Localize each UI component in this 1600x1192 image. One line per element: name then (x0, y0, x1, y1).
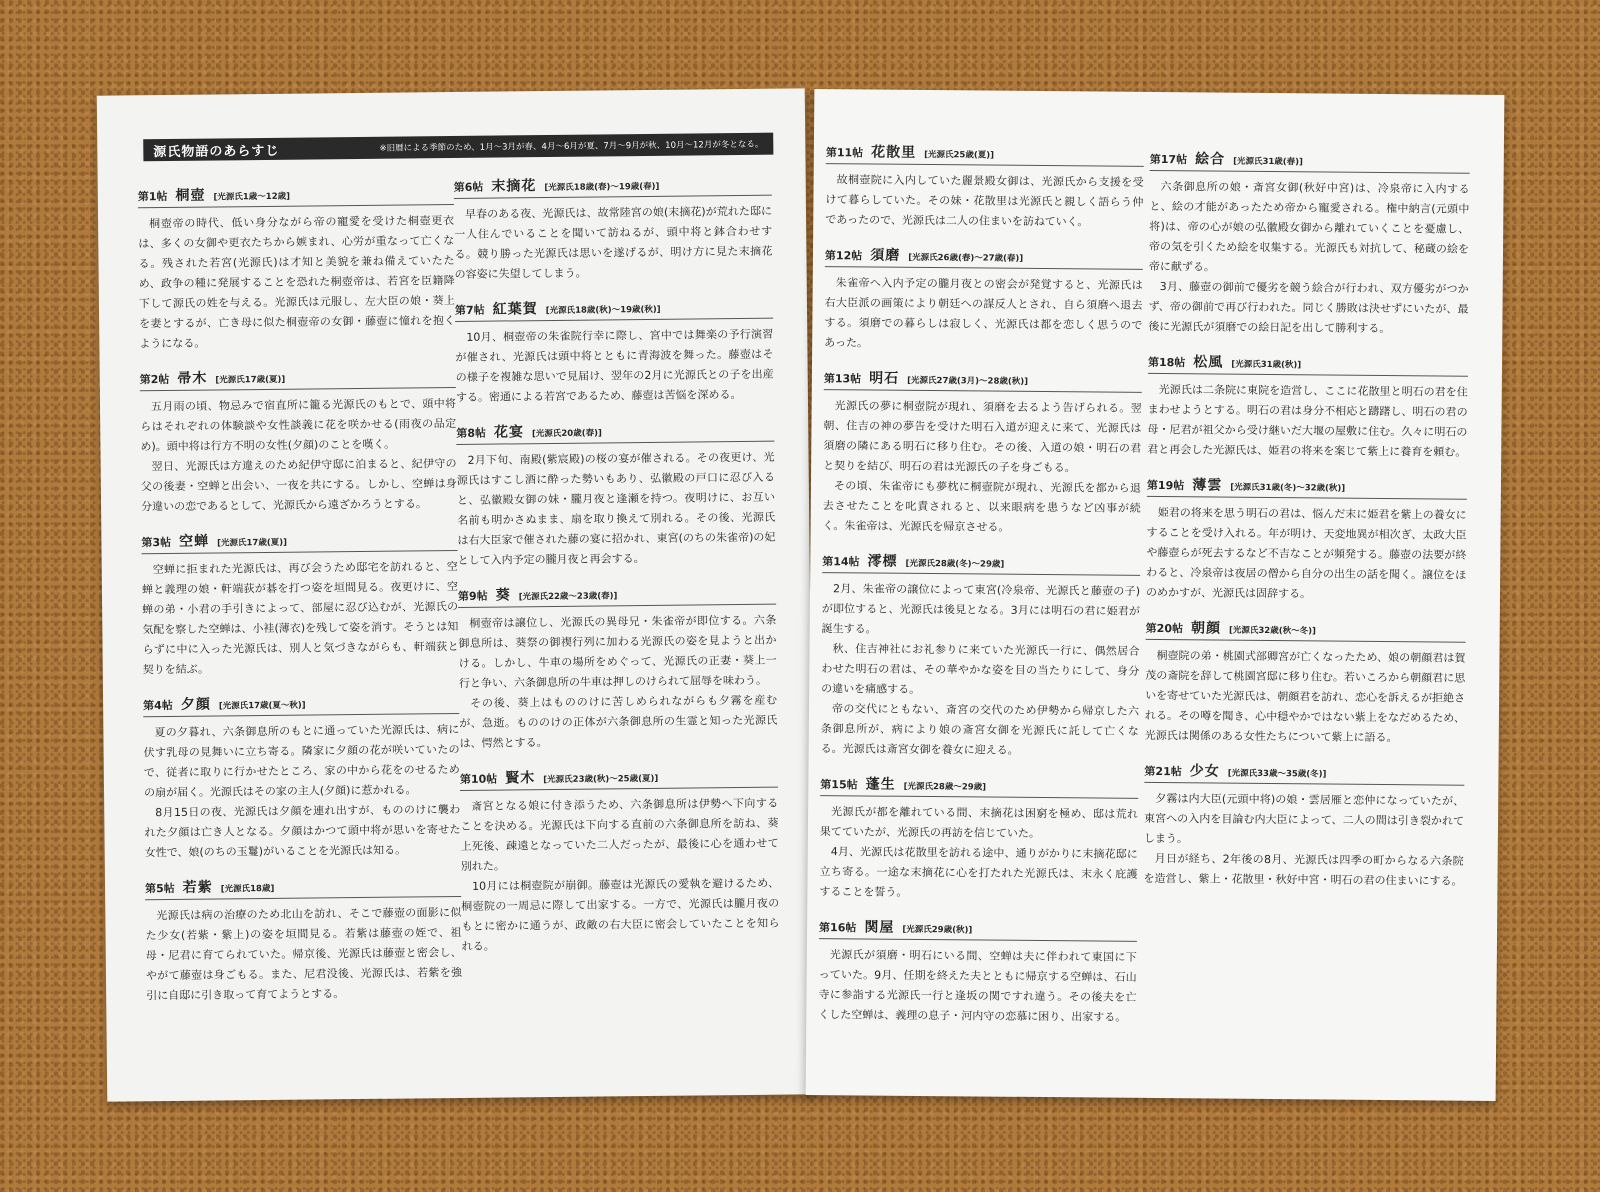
chapter-summary-paragraph: 夏の夕暮れ、六条御息所のもとに通っていた光源氏は、病に伏す乳母の見舞いに立ち寄る。隣家に夕顔の花が咲いていたので、従者に取りに行かせたところ、家の中から花をのせるための扇が届く。光源氏はその家の主人(夕顔)に惹かれる。 (143, 722, 460, 800)
chapter-block (458, 582, 778, 754)
chapter-title: 賢木 (505, 770, 536, 787)
chapter-age-range: [光源氏31歳(春)] (1233, 156, 1304, 168)
chapter-summary-paragraph: 桐壺帝の時代、低い身分ながら帝の寵愛を受けた桐壺更衣は、多くの女御や更衣たちから嫉まれ、心労が重なって亡くなる。残された若宮(光源氏)は才知と美貌を兼ね備えていたため、政争の種に発展することを恐れた桐壺帝は、若宮を臣籍降下して源氏の姓を与える。光源氏は元服し、左大臣の娘・葵上を妻とするが、亡き母に似た桐壺帝の女御・藤壺に憧れを抱くようになる。 (138, 213, 456, 351)
chapter-summary-paragraph: 六条御息所の娘・斎宮女御(秋好中宮)は、冷泉帝に入内すると、絵の才能があったため帝から寵愛される。権中納言(元頭中将)は、帝の心が娘の弘徽殿女御から離れていくことを憂慮し、帝の気を引くため絵を収集する。光源氏も対抗して、秘蔵の絵を帝に献ずる。 (1148, 180, 1470, 274)
chapter-heading (140, 365, 456, 391)
chapter-block (1148, 148, 1470, 340)
chapter-summary-paragraph: 桐壺院の弟・桃園式部卿宮が亡くなったため、娘の朝顔君は賀茂の斎院を辞して桃園宮邸に移り住む。若いころから朝顔君に思いを寄せていた光源氏は、朝顔君を訪れ、恋心を訴えるが拒絶される。その噂を聞き、心中穏やかではない紫上をなだめるため、光源氏は関係のある女性たちについて紫上に語る。 (1144, 649, 1466, 745)
chapter-number: 第9帖 (457, 589, 488, 603)
chapter-age-range: [光源氏22歳～23歳(春)] (518, 591, 618, 603)
chapter-summary-paragraph: 月日が経ち、2年後の8月、光源氏は四季の町からなる六条院を造営し、紫上・花散里・秋好中宮・明石の君の住まいにする。 (1143, 852, 1464, 888)
chapter-number: 第5帖 (144, 881, 175, 896)
chapter-heading (819, 916, 1137, 942)
chapter-summary-paragraph: その頃、朱雀帝にも夢枕に桐壺院が現れ、光源氏を都から退去させたことを叱責されると、以来眼病を患うなど凶事が続く。朱雀帝は、光源氏を帰京させる。 (822, 479, 1141, 534)
chapter-age-range: [光源氏17歳(夏)] (217, 537, 288, 549)
chapter-age-range: [光源氏31歳(冬)～32歳(秋)] (1230, 482, 1346, 494)
chapter-summary-paragraph: 翌日、光源氏は方違えのため紀伊守邸に泊まると、紀伊守の父の後妻・空蝉と出会い、一夜を共にする。しかし、空蝉は身分違いの恋であるとして、光源氏から遠ざかろうとする。 (140, 456, 457, 514)
chapter-title: 薄雲 (1192, 477, 1223, 494)
chapter-summary-paragraph: 夕霧は内大臣(元頭中将)の娘・雲居雁と恋仲になっていたが、東宮への入内を目論む内大臣によって、二人の間は引き裂かれてしまう。 (1143, 792, 1465, 846)
chapter-age-range: [光源氏20歳(春)] (531, 428, 602, 440)
chapter-age-range: [光源氏18歳(秋)～19歳(秋)] (545, 304, 661, 317)
chapter-summary-paragraph: 故桐壺院に入内していた麗景殿女御は、光源氏から支援を受けて暮らしていた。その妹・花散里は光源氏と親しく語らう仲であったので、光源氏は二人の住まいを訪ねていく。 (825, 173, 1144, 229)
chapter-summary-paragraph: 2月、朱雀帝の譲位によって東宮(冷泉帝、光源氏と藤壺の子)が即位すると、光源氏は後見となる。3月には明石の君に姫君が誕生する。 (821, 582, 1141, 636)
chapter-number: 第16帖 (819, 921, 857, 935)
chapter-number: 第3帖 (141, 535, 172, 550)
chapter-summary-paragraph: 2月下旬、南殿(紫宸殿)の桜の宴が催される。その夜更け、光源氏はすこし酒に酔った勢いもあり、弘徽殿の戸口に忍び入ると、弘徽殿女御の妹・朧月夜と逢瀬を持つ。夜明けに、お互い名前も明かさぬまま、扇を取り換えて別れる。その後、光源氏は右大臣家で催された藤の宴に招かれ、東宮(のちの朱雀帝)の妃として入内予定の朧月夜と再会する。 (456, 450, 776, 567)
chapter-age-range: [光源氏26歳(春)～27歳(春)] (908, 252, 1024, 264)
chapter-summary-paragraph: 光源氏は二条院に東院を造営し、ここに花散里と明石の君を住まわせようとする。明石の君は身分不相応と躊躇し、明石の君の母・尼君が祖父から受け継いだ大堰の屋敷に住む。久々に明石の君と再会した光源氏は、姫君の将来を案じて紫上に養育を頼む。 (1147, 383, 1468, 459)
chapter-title: 蓬生 (865, 776, 896, 793)
right-page (806, 89, 1505, 1101)
chapter-age-range: [光源氏33歳～35歳(冬)] (1227, 768, 1327, 780)
chapter-heading (1150, 148, 1470, 174)
chapter-heading (1144, 760, 1464, 786)
chapter-age-range: [光源氏31歳(秋)] (1231, 359, 1302, 371)
chapter-heading (455, 296, 773, 322)
right-column-1 (818, 141, 1144, 1042)
chapter-block (143, 691, 461, 863)
chapter-heading (1146, 617, 1466, 643)
chapter-number: 第6帖 (453, 180, 484, 195)
chapter-block (825, 141, 1144, 233)
chapter-heading (143, 691, 459, 717)
chapter-heading (145, 874, 461, 900)
chapter-title: 紅葉賀 (492, 301, 538, 318)
chapter-block (455, 296, 774, 408)
chapter-number: 第7帖 (454, 303, 485, 317)
chapter-summary-paragraph: 帝の交代にともない、斎宮の交代のため伊勢から帰京した六条御息所が、病により娘の斎宮女御を光源氏に託して亡くなる。光源氏は斎宮女御を養女に迎える。 (820, 702, 1140, 757)
chapter-summary-paragraph: 10月には桐壺院が崩御。藤壺は光源氏の愛執を避けるため、桐壺院の一周忌に際して出家する。一方で、光源氏は朧月夜のもとに密かに通うが、政敵の右大臣に密会していたことを知られる。 (461, 876, 780, 953)
chapter-heading (822, 550, 1140, 576)
chapter-block (824, 244, 1143, 356)
chapter-heading (141, 528, 457, 554)
chapter-block (818, 916, 1137, 1028)
chapter-title: 葵 (495, 587, 511, 604)
chapter-block (140, 365, 458, 517)
chapter-heading (825, 244, 1143, 270)
chapter-heading (824, 367, 1142, 393)
chapter-block (1145, 617, 1466, 749)
chapter-title: 松風 (1193, 354, 1224, 371)
chapter-summary-paragraph: 3月、藤壺の御前で優劣を競う絵合が行われ、双方優劣がつかず、帝の御前で再び行われた。同じく勝敗は決せずにいたが、最後に光源氏が須磨での絵日記を出して勝利する。 (1148, 280, 1469, 336)
chapter-heading (1148, 351, 1468, 377)
chapter-summary-paragraph: 空蝉に拒まれた光源氏は、再び会うため邸宅を訪れると、空蝉と義理の娘・軒端荻が碁を打つ姿を垣間見る。夜更けに、空蝉の弟・小君の手引きによって、部屋に忍び込むが、光源氏の気配を察した空蝉は、小袿(薄衣)を残して姿を消す。そうとは知らずに中に入った光源氏は、別人と気づきながらも、軒端荻と契りを結ぶ。 (141, 559, 459, 677)
chapter-block (1143, 760, 1464, 892)
chapter-title: 朝顔 (1190, 620, 1222, 637)
chapter-summary-paragraph: 光源氏は病の治療のため北山を訪れ、そこで藤壺の面影に似た少女(若紫・紫上)の姿を垣間見る。若紫は藤壺の姪で、祖母・尼君に育てられていた。帰京後、光源氏は藤壺と密会し、やがて藤壺は身ごもる。また、尼君没後、光源氏は、若紫を強引に自邸に引き取って育てようとする。 (145, 905, 463, 1003)
right-column-2 (1143, 148, 1470, 906)
chapter-block (823, 367, 1142, 539)
chapter-summary-paragraph: 光源氏が都を離れている間、末摘花は困窮を極め、邸は荒れ果てていたが、光源氏の再訪を信じていた。 (819, 805, 1139, 841)
chapter-summary-paragraph: 秋、住吉神社にお礼参りに来ていた光源氏一行に、偶然居合わせた明石の君は、その華やかな姿を目の当たりにして、身分の違いを痛感する。 (821, 642, 1140, 696)
chapter-block (138, 182, 456, 354)
chapter-heading (820, 773, 1138, 799)
season-note: ※旧暦による季節のため、1月～3月が春、4月～6月が夏、7月～9月が秋、10月～12月が冬となる。 (379, 139, 764, 154)
left-column-1 (138, 182, 463, 1020)
chapter-number: 第17帖 (1149, 152, 1188, 167)
chapter-heading (460, 765, 778, 791)
chapter-heading (826, 141, 1144, 167)
chapter-heading (454, 173, 772, 199)
chapter-block (460, 765, 780, 957)
chapter-number: 第14帖 (822, 555, 860, 569)
chapter-title: 澪標 (867, 553, 898, 570)
chapter-number: 第12帖 (824, 249, 863, 263)
chapter-number: 第4帖 (143, 698, 173, 713)
chapter-number: 第20帖 (1145, 621, 1184, 636)
chapter-age-range: [光源氏25歳(夏)] (924, 149, 995, 161)
chapter-block (821, 550, 1141, 762)
chapter-age-range: [光源氏29歳(秋)] (902, 924, 973, 936)
chapter-block (454, 173, 773, 285)
chapter-summary-paragraph: 光源氏が須磨・明石にいる間、空蝉は夫に伴われて東国に下っていた。9月、任期を終えた夫とともに帰京する空蝉は、石山寺に参詣する光源氏一行と逢坂の関ですれ違う。その後夫を亡くした空蝉は、義理の息子・河内守の恋慕に困り、出家する。 (818, 948, 1137, 1024)
chapter-title: 桐壺 (175, 187, 206, 204)
chapter-age-range: [光源氏1歳～12歳] (213, 191, 291, 203)
chapter-title: 須磨 (870, 247, 901, 264)
chapter-block (145, 874, 462, 1006)
chapter-heading (456, 419, 774, 445)
chapter-title: 末摘花 (491, 178, 537, 195)
chapter-number: 第2帖 (139, 372, 170, 387)
chapter-age-range: [光源氏28歳(冬)～29歳] (905, 558, 1005, 570)
chapter-block (819, 773, 1138, 905)
chapter-title: 絵合 (1195, 151, 1226, 168)
chapter-age-range: [光源氏27歳(3月)～28歳(秋)] (907, 375, 1029, 387)
chapter-block (456, 419, 776, 571)
header-bar (143, 133, 773, 162)
chapter-block (1146, 474, 1467, 606)
chapter-heading (1147, 474, 1467, 500)
chapter-age-range: [光源氏18歳(春)～19歳(春)] (544, 181, 660, 194)
chapter-title: 若紫 (182, 879, 213, 896)
chapter-number: 第10帖 (459, 772, 498, 786)
chapter-summary-paragraph: 4月、光源氏は花散里を訪れる途中、通りがかりに末摘花邸に立ち寄る。一途な末摘花に心を打たれた光源氏は、末永く庇護することを誓う。 (819, 845, 1138, 899)
chapter-number: 第19帖 (1146, 478, 1185, 493)
chapter-summary-paragraph: 桐壺帝は譲位し、光源氏の異母兄・朱雀帝が即位する。六条御息所は、葵祭の御禊行列に加わる光源氏の姿を見ようと出かける。しかし、牛車の場所をめぐって、光源氏の正妻・葵上一行と争い、六条御息所の牛車は押しのけられて屈辱を味わう。 (458, 613, 777, 690)
chapter-title: 明石 (869, 370, 900, 387)
chapter-title: 空蝉 (179, 533, 210, 550)
chapter-age-range: [光源氏28歳～29歳] (903, 781, 987, 793)
chapter-block (1147, 351, 1468, 463)
chapter-number: 第18帖 (1147, 355, 1186, 370)
chapter-number: 第13帖 (823, 372, 862, 386)
chapter-heading (138, 182, 454, 208)
page-title: 源氏物語のあらすじ (153, 143, 280, 160)
chapter-summary-paragraph: 8月15日の夜、光源氏は夕顔を連れ出すが、もののけに襲われた夕顔は亡き人となる。夕顔はかつて頭中将が思いを寄せた女性で、娘(のちの玉鬘)がいることを光源氏は知る。 (144, 802, 461, 860)
chapter-age-range: [光源氏17歳(夏～秋)] (218, 700, 306, 712)
chapter-summary-paragraph: 五月雨の頃、物忌みで宿直所に籠る光源氏のもとで、頭中将らはそれぞれの体験談や女性談義に花を咲かせる(雨夜の品定め)。頭中将は行方不明の女性(夕顔)のことを嘆く。 (140, 396, 457, 454)
chapter-number: 第11帖 (825, 146, 864, 160)
chapter-title: 夕顔 (180, 696, 211, 713)
chapter-age-range: [光源氏17歳(夏)] (215, 374, 286, 386)
chapter-block (141, 528, 459, 680)
chapter-number: 第8帖 (456, 426, 487, 440)
chapter-number: 第15帖 (820, 778, 858, 792)
chapter-age-range: [光源氏32歳(秋～冬)] (1228, 625, 1316, 637)
chapter-heading (458, 582, 776, 608)
chapter-age-range: [光源氏18歳] (220, 883, 275, 895)
chapter-title: 花宴 (493, 424, 525, 441)
chapter-summary-paragraph: 朱雀帝へ入内予定の朧月夜との密会が発覚すると、光源氏は右大臣派の画策により朝廷への謀反人とされ、自ら須磨へ退去する。須磨での暮らしは寂しく、光源氏は都を恋しく思うのであった。 (824, 276, 1143, 350)
chapter-summary-paragraph: 10月、桐壺帝の朱雀院行幸に際し、宮中では舞楽の予行演習が催され、光源氏は頭中将とともに青海波を舞った。藤壺はその様子を複雑な思いで見届け、翌年の2月に光源氏との子を出産する。密通による若宮であるため、藤壺は苦悩を深める。 (455, 327, 774, 404)
left-page (97, 88, 815, 1101)
left-column-2 (454, 173, 780, 971)
chapter-summary-paragraph: 斎宮となる娘に付き添うため、六条御息所は伊勢へ下向することを決める。光源氏は下向する直前の六条御息所を訪ね、葵上死後、疎遠となっていた二人だったが、最後に心を通わせて別れた。 (460, 796, 779, 873)
chapter-summary-paragraph: 早春のある夜、光源氏は、故常陸宮の娘(末摘花)が荒れた邸に一人住んでいることを聞いて訪ねるが、頭中将と鉢合わせする。競り勝った光源氏は思いを遂げるが、明け方に見た末摘花の容姿に失望してしまう。 (454, 204, 773, 281)
chapter-age-range: [光源氏23歳(秋)～25歳(夏)] (543, 773, 659, 786)
chapter-title: 帚木 (177, 370, 208, 387)
chapter-number: 第1帖 (137, 189, 168, 204)
chapter-summary-paragraph: 姫君の将来を思う明石の君は、悩んだ末に姫君を紫上の養女にすることを受け入れる。年が明け、天変地異が相次ぎ、太政大臣や藤壺らが死去するなど不吉なことが頻発する。藤壺の法要が終わると、冷泉帝は夜居の僧から自分の出生の話を聞く。譲位をほのめかすが、光源氏は固辞する。 (1145, 506, 1467, 601)
chapter-number: 第21帖 (1144, 764, 1182, 779)
chapter-summary-paragraph: 光源氏の夢に桐壺院が現れ、須磨を去るよう告げられる。翌朝、住吉の神の夢告を受けた明石入道が迎えに来て、光源氏は須磨の隣にある明石に移り住む。その後、入道の娘・明石の君と契りを結び、明石の君は光源氏の子を身ごもる。 (823, 399, 1142, 475)
chapter-title: 関屋 (864, 919, 895, 936)
chapter-title: 少女 (1189, 763, 1220, 780)
chapter-title: 花散里 (871, 144, 917, 161)
chapter-summary-paragraph: その後、葵上はもののけに苦しめられながらも夕霧を産むが、急逝。もののけの正体が六条御息所の生霊と知った光源氏は、愕然とする。 (459, 693, 778, 750)
